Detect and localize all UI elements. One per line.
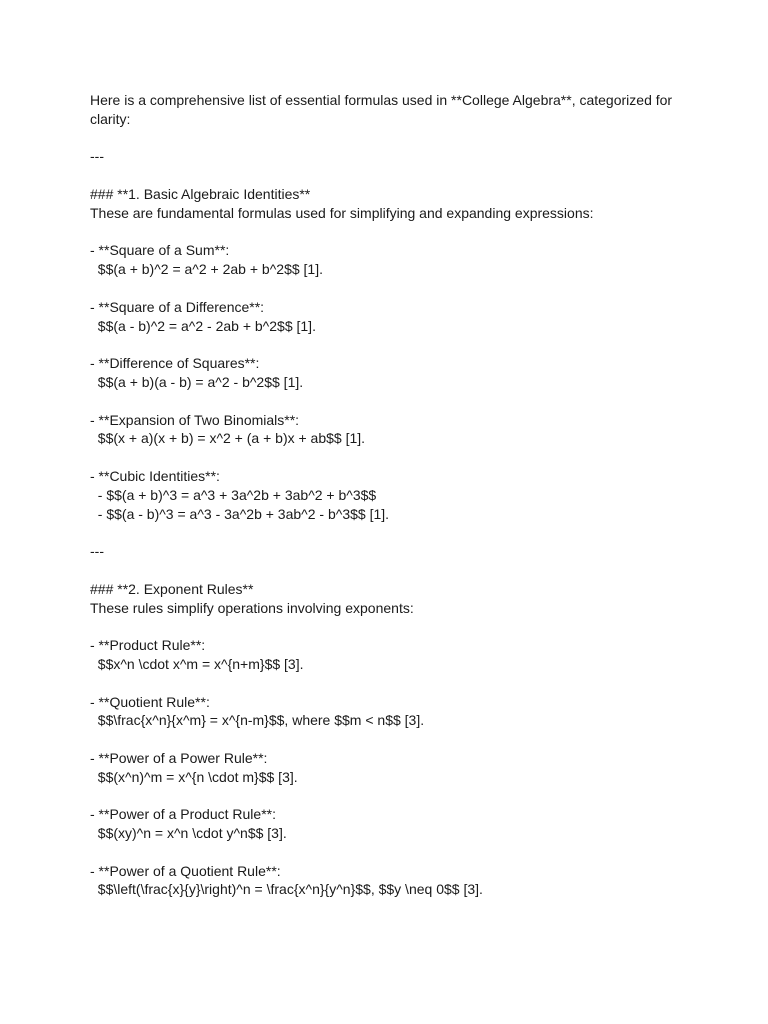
formula-text: $$\left(\frac{x}{y}\right)^n = \frac{x^n}{y^n}$$, $$y \neq 0$$ [3]. xyxy=(90,881,483,898)
formula-label: - **Power of a Power Rule**: xyxy=(90,749,268,766)
separator: --- xyxy=(90,148,104,165)
formula-label: - **Power of a Quotient Rule**: xyxy=(90,862,281,879)
formula-label: - **Square of a Sum**: xyxy=(90,242,230,259)
separator: --- xyxy=(90,543,104,560)
intro-text-line-1: Here is a comprehensive list of essential formulas used in **College Algebra**, categorized for xyxy=(90,92,673,108)
formula-text: $$(a + b)^2 = a^2 + 2ab + b^2$$ [1]. xyxy=(90,261,323,278)
formula-text: $$x^n \cdot x^m = x^{n+m}$$ [3]. xyxy=(90,655,304,672)
formula-label: - **Power of a Product Rule**: xyxy=(90,806,276,823)
formula-text: $$(x^n)^m = x^{n \cdot m}$$ [3]. xyxy=(90,768,298,785)
section-1-heading: ### **1. Basic Algebraic Identities** xyxy=(90,185,311,202)
formula-label: - **Expansion of Two Binomials**: xyxy=(90,411,300,428)
formula-label: - **Product Rule**: xyxy=(90,637,206,654)
section-2-heading: ### **2. Exponent Rules** xyxy=(90,580,254,597)
formula-text: - $$(a + b)^3 = a^3 + 3a^2b + 3ab^2 + b^3$$ xyxy=(90,486,377,503)
formula-text: - $$(a - b)^3 = a^3 - 3a^2b + 3ab^2 - b^3$$ [1]. xyxy=(90,505,390,522)
formula-label: - **Quotient Rule**: xyxy=(90,693,210,710)
document-body xyxy=(90,91,680,899)
section-2-description: These rules simplify operations involving exponents: xyxy=(90,599,414,616)
intro-text-line-2: clarity: xyxy=(90,110,131,127)
formula-label: - **Difference of Squares**: xyxy=(90,355,260,372)
formula-label: - **Cubic Identities**: xyxy=(90,467,220,484)
formula-text: $$(a + b)(a - b) = a^2 - b^2$$ [1]. xyxy=(90,373,304,390)
formula-label: - **Square of a Difference**: xyxy=(90,298,265,315)
formula-text: $$\frac{x^n}{x^m} = x^{n-m}$$, where $$m < n$$ [3]. xyxy=(90,712,425,729)
formula-text: $$(xy)^n = x^n \cdot y^n$$ [3]. xyxy=(90,825,287,842)
formula-text: $$(a - b)^2 = a^2 - 2ab + b^2$$ [1]. xyxy=(90,317,316,334)
section-1-description: These are fundamental formulas used for simplifying and expanding expressions: xyxy=(90,204,594,221)
formula-text: $$(x + a)(x + b) = x^2 + (a + b)x + ab$$ [1]. xyxy=(90,430,366,447)
